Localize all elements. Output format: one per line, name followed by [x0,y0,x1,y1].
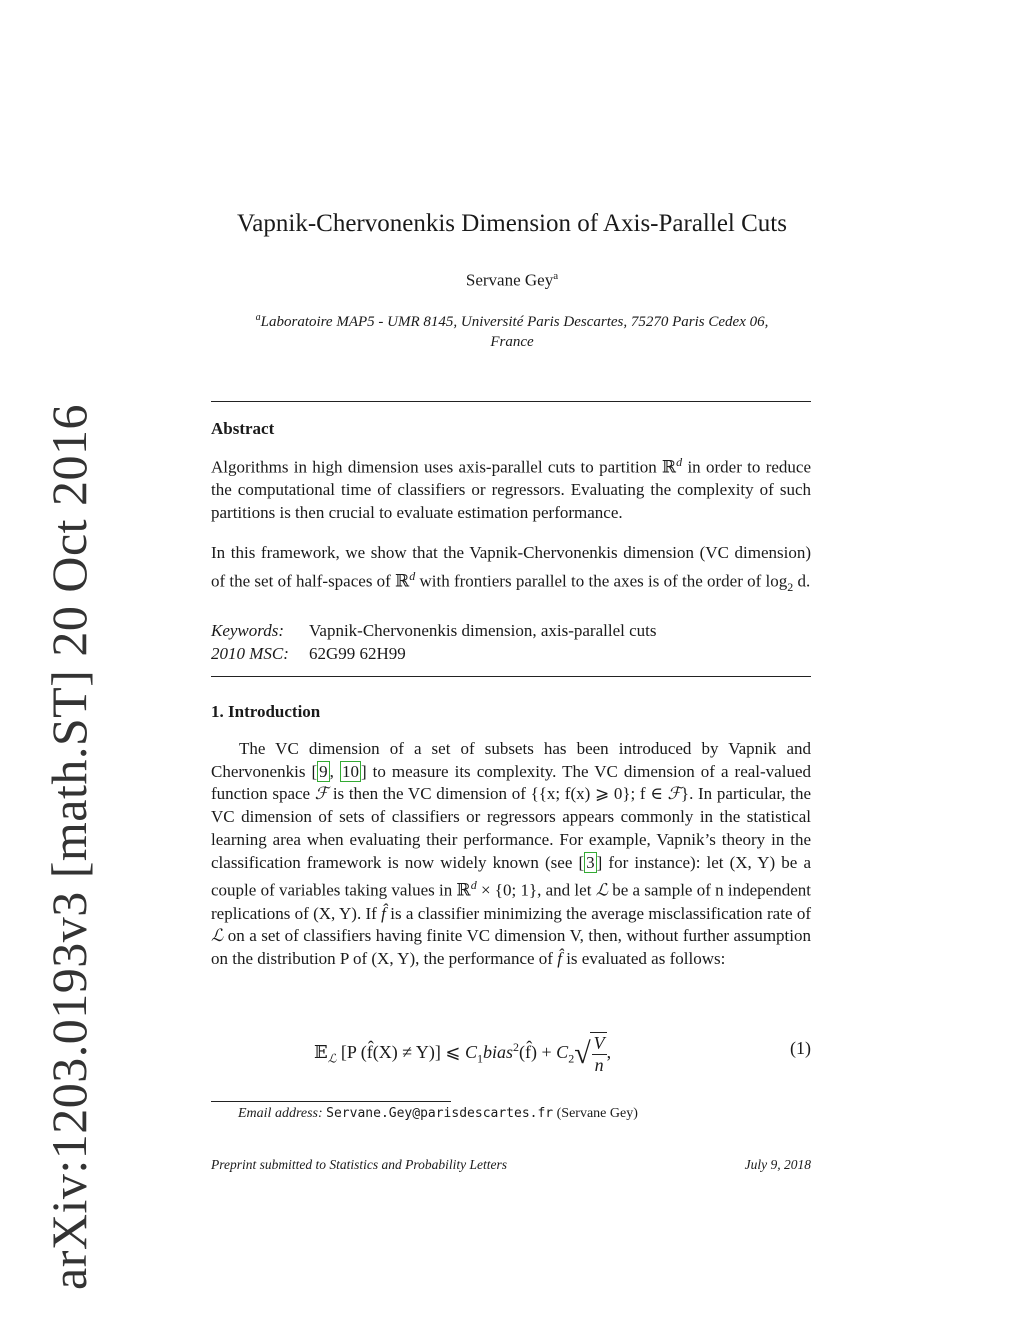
affiliation-line-1: Laboratoire MAP5 - UMR 8145, Université Paris Descartes, 75270 Paris Cedex 06, [260,314,769,330]
section-heading-introduction: 1. Introduction [211,702,321,721]
abstract-heading: Abstract [211,419,275,438]
equation-body: 𝔼$_ℒ$ [P (f̂(X) ≠ Y)] ⩽ $C_1bias^2(f̂) + C_2√$ $\frac{V}{n}$ , [314,1033,612,1075]
keywords-line [211,620,656,643]
msc-label: 2010 MSC: [211,644,289,663]
affil-marker: a [255,312,261,323]
footer-venue: Preprint submitted to Statistics and Probability Letters [211,1157,507,1172]
author-line [0,270,1024,291]
affiliation [0,308,1024,352]
email-label: Email address: [238,1106,323,1121]
msc-value: 62G99 62H99 [309,644,406,663]
keywords-label: Keywords: [211,621,285,640]
arxiv-sidebar-stamp: arXiv:1203.0193v3 [math.ST] 20 Oct 2016 [41,403,97,1290]
author-affil-marker: a [553,270,559,282]
author-name: Servane Gey [465,270,554,290]
paper-title: Vapnik-Chervonenkis Dimension of Axis-Parallel Cuts [237,210,787,237]
introduction-paragraph: The VC dimension of a set of subsets has been introduced by Vapnik and Chervonenkis [ 9 , 10 ] to measure its complexity. The VC dimension of a real-valued function space ℱ is then the VC dimension of {{x; f(x) ⩾ 0}; f ∈ ℱ}. In particular, the VC dimension of sets of classifiers or regressors appears commonly in the statistical learning area when evaluating their performance. For example, Vapnik’s theory in the classification framework is now widely known (see [ 3 ] for instance): let (X, Y) be a couple of variables taking values in ℝ$^d$ × {0; 1}, and let ℒ be a sample of n independent replications of (X, Y). If f̂ is a classifier minimizing the average misclassification rate of ℒ on a set of classifiers having finite VC dimension V, then, without further assumption on the distribution P of (X, Y), the performance of f̂ is evaluated as follows: [211,739,811,968]
abstract-paragraph-2: In this framework, we show that the Vapnik-Chervonenkis dimension (VC dimension) of the set of half-spaces of ℝ$^d$ with frontiers parallel to the axes is of the order of $\log_2 d$. [211,543,811,594]
abstract-paragraph-1: Algorithms in high dimension uses axis-parallel cuts to partition ℝ$^d$ in order to reduce the computational time of classifiers or regressors. Evaluating the complexity of such partitions is then crucial to evaluate estimation performance. [211,455,811,523]
msc-line [211,643,406,666]
email-link[interactable]: Servane.Gey@parisdescartes.fr [326,1106,554,1121]
footer-date: July 9, 2018 [744,1157,811,1172]
footnote-rule [211,1101,451,1102]
affiliation-line-2: France [490,334,534,350]
citation-link-3[interactable]: 3 [586,852,595,872]
equation-number: (1) [790,1038,811,1058]
citation-link-9[interactable]: 9 [319,761,328,781]
page-footer [211,1157,811,1173]
abstract-bottom-rule [211,676,811,677]
abstract-top-rule [211,401,811,402]
email-owner: (Servane Gey) [556,1106,638,1121]
keywords-value: Vapnik-Chervonenkis dimension, axis-parallel cuts [309,621,657,640]
citation-link-10[interactable]: 10 [341,761,359,781]
footnote-email [238,1106,638,1122]
equation-1 [211,1022,811,1082]
